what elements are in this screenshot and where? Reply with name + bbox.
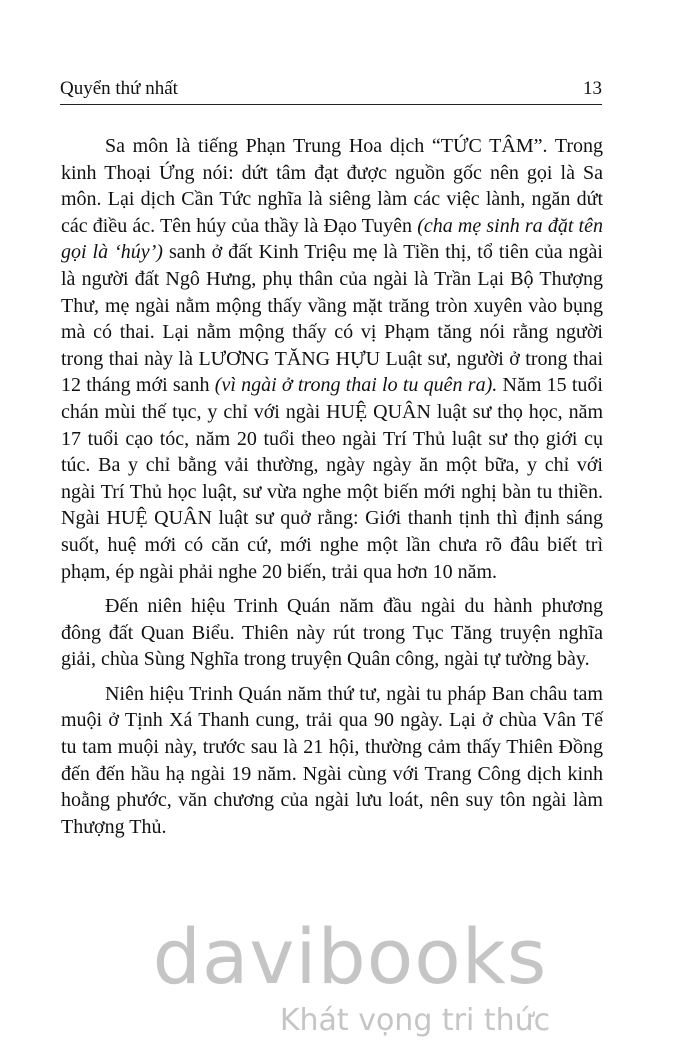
page-body — [61, 133, 603, 840]
text-run: sanh ở đất Kinh Triệu mẹ là Tiền thị, tổ tiên của ngài là người đất Ngô Hưng, phụ thân của ngài là Trần Lại Bộ Thượng Thư, mẹ ngài nằm mộng thấy vầng mặt trăng tròn xuyên vào bụng mà có thai. Lại nằm mộng thấy có vị Phạm tăng nói rằng người trong thai này là LƯƠNG TĂNG HỰU Luật sư, người ở trong thai 12 tháng mới sanh — [61, 241, 603, 397]
page-number: 13 — [583, 78, 602, 99]
text-run: Năm 15 tuổi chán mùi thế tục, y chỉ với ngài HUỆ QUÂN luật sư thọ học, năm 17 tuổi cạo tóc, năm 20 tuổi theo ngài Trí Thủ luật sư thọ giới cụ túc. Ba y chỉ bằng vải thường, ngày ngày ăn một bữa, y chỉ với ngài Trí Thủ học luật, sư vừa nghe một biến mới nghị bàn tu thiền. Ngài HUỆ QUÂN luật sư quở rằng: Giới thanh tịnh thì định sáng suốt, huệ mới có căn cứ, mới nghe một lần chưa rõ đâu biết trì phạm, ép ngài phải nghe 20 biến, trải qua hơn 10 năm. — [61, 374, 603, 583]
paragraph — [61, 133, 603, 585]
paragraph: Niên hiệu Trinh Quán năm thứ tư, ngài tu pháp Ban châu tam muội ở Tịnh Xá Thanh cung, trải qua 90 ngày. Lại ở chùa Vân Tế tu tam muội này, trước sau là 21 hội, thường cảm thấy Thiên Đồng đến đến hầu hạ ngài 19 năm. Ngài cùng với Trang Công dịch kinh hoằng phước, văn chương của ngài lưu loát, nên suy tôn ngài làm Thượng Thủ. — [61, 682, 603, 838]
text-run: Sa môn là tiếng Phạn Trung Hoa dịch “TỨC TÂM”. Trong kinh Thoại Ứng nói: dứt tâm đạt được nguồn gốc nên gọi là Sa môn. Lại dịch Cần Tức nghĩa là siêng làm các việc lành, ngăn dứt các điều ác. Tên húy của thầy là Đạo Tuyên — [61, 135, 603, 237]
paragraph: Đến niên hiệu Trinh Quán năm đầu ngài du hành phương đông đất Quan Biểu. Thiên này rút trong Tục Tăng truyện nghĩa giải, chùa Sùng Nghĩa trong truyện Quân công, ngài tự tường bày. — [61, 595, 603, 671]
italic-note: (cha mẹ sinh ra đặt tên gọi là ‘húy’) — [61, 214, 603, 264]
watermark-tagline: Khát vọng tri thức — [279, 1003, 551, 1038]
page-header — [60, 74, 602, 105]
watermark-logo: davibooks — [152, 912, 548, 1001]
running-title: Quyển thứ nhất — [60, 78, 178, 99]
italic-note: (vì ngài ở trong thai lo tu quên ra). — [214, 374, 498, 397]
